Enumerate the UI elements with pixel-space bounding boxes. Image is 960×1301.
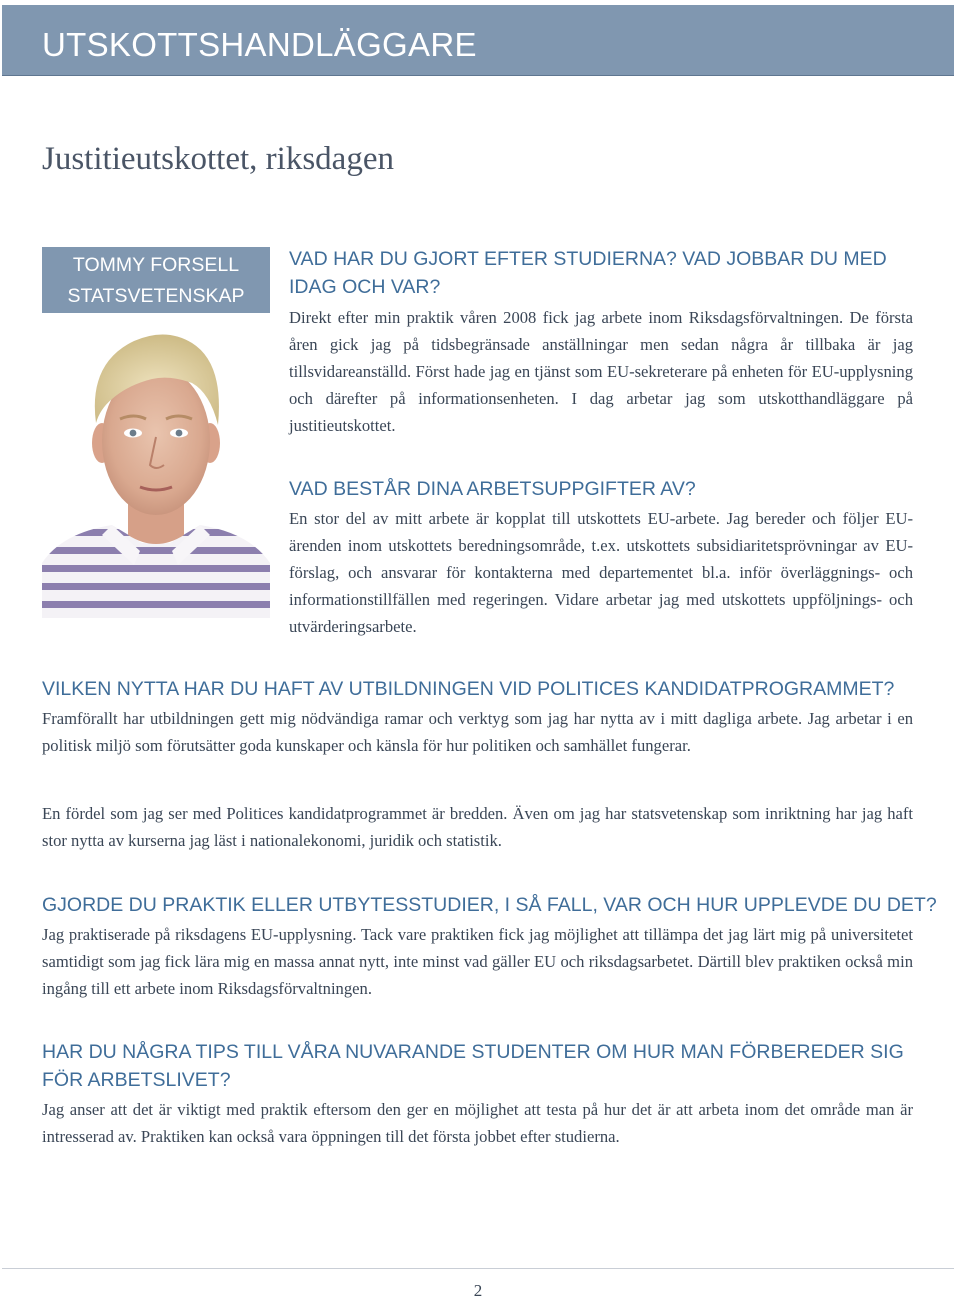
profile-name: TOMMY FORSELL	[72, 254, 240, 276]
section-text-tasks: En stor del av mitt arbete är kopplat till utskottets EU-arbete. Jag bereder och följer EU-ärenden inom utskottets beredningsområde, t.ex. utskottets subsidiaritetsprövningar av EU-förslag, och ansvarar för kontakterna med departementet bl.a. inför överläggnings- och informationstillfällen med regeringen. Vidare arbetar jag med utskottets uppföljnings- och utvärderingsarbete.	[289, 509, 913, 636]
section-heading-tasks: VAD BESTÅR DINA ARBETSUPPGIFTER AV?	[289, 478, 696, 500]
section-heading-current-job: VAD HAR DU GJORT EFTER STUDIERNA? VAD JOBBAR DU MED IDAG OCH VAR?	[289, 248, 887, 298]
profile-subject: STATSVETENSKAP	[67, 285, 245, 307]
portrait-photo	[42, 313, 270, 618]
portrait-illustration	[42, 313, 270, 618]
section-heading-tips: HAR DU NÅGRA TIPS TILL VÅRA NUVARANDE STUDENTER OM HUR MAN FÖRBEREDER SIG FÖR ARBETSLIVET?	[42, 1041, 904, 1091]
section-text-tips: Jag anser att det är viktigt med praktik eftersom den ger en möjlighet att testa på hur det är att arbeta inom det område man är intresserad av. Praktiken kan också vara öppningen till det första jobbet efter studierna.	[42, 1100, 913, 1146]
profile-name-box	[42, 247, 270, 313]
section-heading-internship: GJORDE DU PRAKTIK ELLER UTBYTESSTUDIER, I SÅ FALL, VAR OCH HUR UPPLEVDE DU DET?	[42, 894, 937, 916]
header-banner	[2, 5, 954, 75]
page-title: UTSKOTTSHANDLÄGGARE	[42, 26, 477, 63]
footer-divider	[2, 1268, 954, 1269]
page-number: 2	[473, 1281, 483, 1300]
section-text-education-value-1: Framförallt har utbildningen gett mig nödvändiga ramar och verktyg som jag har nytta av i mitt dagliga arbete. Jag arbetar i en politisk miljö som förutsätter goda kunskaper och känsla för hur politiken och samhället fungerar.	[42, 709, 913, 755]
page-subtitle: Justitieutskottet, riksdagen	[42, 141, 394, 177]
section-text-internship: Jag praktiserade på riksdagens EU-upplysning. Tack vare praktiken fick jag möjlighet att tillämpa det jag lärt mig på universitetet samtidigt som jag fick lära mig en massa annat nytt, inte minst vad gäller EU och riksdagsarbetet. Därtill blev praktiken också min ingång till ett arbete inom Riksdagsförvaltningen.	[42, 925, 913, 998]
section-heading-education-value: VILKEN NYTTA HAR DU HAFT AV UTBILDNINGEN VID POLITICES KANDIDATPROGRAMMET?	[42, 678, 895, 700]
section-text-education-value-2: En fördel som jag ser med Politices kandidatprogrammet är bredden. Även om jag har statsvetenskap som inriktning har jag haft stor nytta av kurserna jag läst i nationalekonomi, juridik och statistik.	[42, 804, 913, 850]
section-text-current-job: Direkt efter min praktik våren 2008 fick jag arbete inom Riksdagsförvaltningen. De första åren gick jag på tidsbegränsade anställningar men sedan några år tillbaka är jag tillsvidareanställd. Först hade jag en tjänst som EU-sekreterare på enheten för EU-upplysning och därefter på informationsenheten. I dag arbetar jag som utskotthandläggare på justitieutskottet.	[289, 308, 913, 435]
